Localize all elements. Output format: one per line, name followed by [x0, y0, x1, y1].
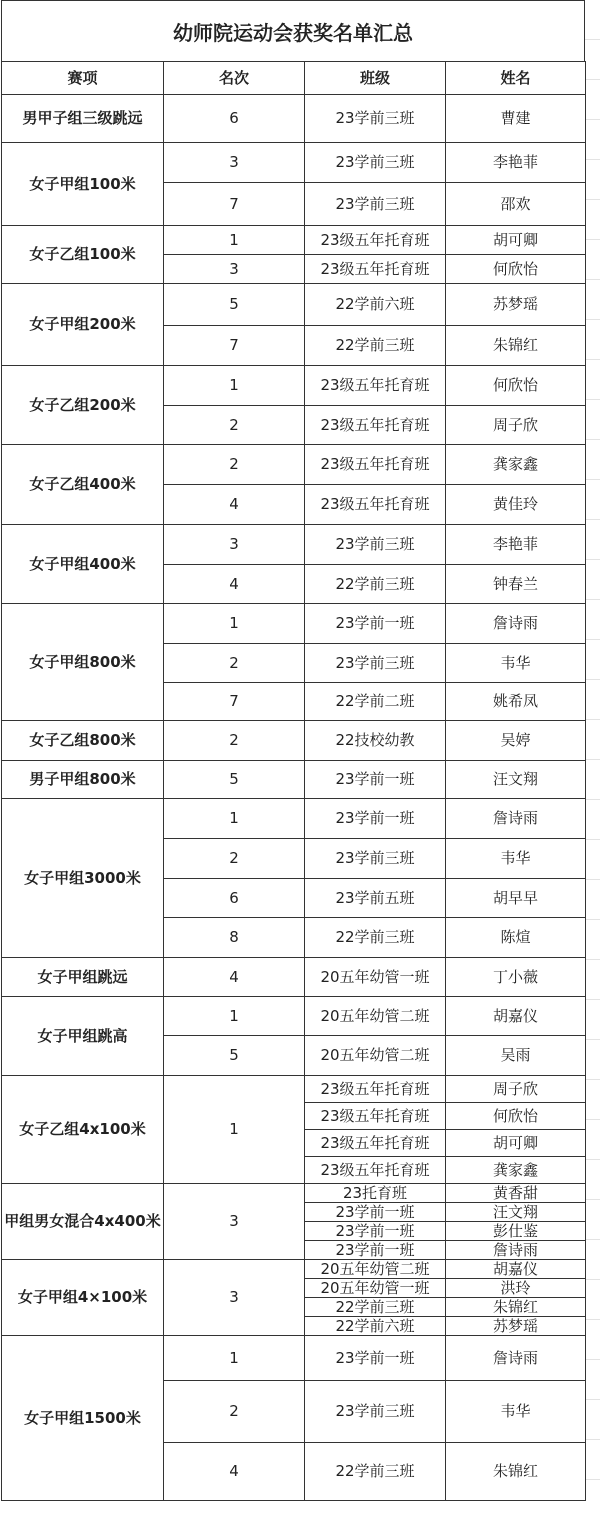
name-cell: 黄佳玲	[446, 485, 586, 525]
rank-cell: 3	[164, 525, 305, 565]
event-cell: 男子甲组800米	[2, 761, 164, 799]
event-cell: 女子甲组200米	[2, 284, 164, 366]
class-cell: 23级五年托育班	[305, 1076, 446, 1103]
class-cell: 23学前一班	[305, 1241, 446, 1260]
class-cell: 23级五年托育班	[305, 485, 446, 525]
name-cell: 李艳菲	[446, 143, 586, 183]
table-row	[2, 958, 586, 997]
name-cell: 吴婷	[446, 721, 586, 761]
name-cell: 胡早早	[446, 879, 586, 918]
header-rank: 名次	[164, 62, 305, 95]
rank-cell: 1	[164, 366, 305, 406]
sheet-title: 幼师院运动会获奖名单汇总	[1, 0, 585, 61]
name-cell: 朱锦红	[446, 326, 586, 366]
rank-cell: 7	[164, 183, 305, 226]
class-cell: 23学前三班	[305, 183, 446, 226]
name-cell: 陈煊	[446, 918, 586, 958]
event-cell: 女子乙组100米	[2, 226, 164, 284]
table-row	[2, 366, 586, 406]
table-row	[2, 95, 586, 143]
class-cell: 20五年幼管一班	[305, 958, 446, 997]
event-cell: 女子甲组跳高	[2, 997, 164, 1076]
rank-cell: 1	[164, 1336, 305, 1381]
rank-cell: 2	[164, 839, 305, 879]
event-cell: 男甲子组三级跳远	[2, 95, 164, 143]
class-cell: 23学前三班	[305, 644, 446, 683]
class-cell: 23学前一班	[305, 1336, 446, 1381]
table-row	[2, 799, 586, 839]
rank-cell: 4	[164, 565, 305, 604]
table-row	[2, 721, 586, 761]
class-cell: 23级五年托育班	[305, 226, 446, 255]
event-cell: 女子甲组4×100米	[2, 1260, 164, 1336]
event-cell: 女子乙组800米	[2, 721, 164, 761]
name-cell: 吴雨	[446, 1036, 586, 1076]
table-row	[2, 1260, 586, 1279]
name-cell: 詹诗雨	[446, 604, 586, 644]
name-cell: 龚家鑫	[446, 445, 586, 485]
class-cell: 20五年幼管二班	[305, 997, 446, 1036]
rank-cell: 2	[164, 644, 305, 683]
name-cell: 周子欣	[446, 1076, 586, 1103]
rank-cell: 5	[164, 284, 305, 326]
name-cell: 曹建	[446, 95, 586, 143]
table-row	[2, 997, 586, 1036]
name-cell: 汪文翔	[446, 1203, 586, 1222]
table-row	[2, 761, 586, 799]
name-cell: 朱锦红	[446, 1443, 586, 1501]
name-cell: 邵欢	[446, 183, 586, 226]
rank-cell: 8	[164, 918, 305, 958]
name-cell: 洪玲	[446, 1279, 586, 1298]
class-cell: 23学前三班	[305, 839, 446, 879]
rank-cell: 3	[164, 1260, 305, 1336]
class-cell: 23学前一班	[305, 1222, 446, 1241]
rank-cell: 6	[164, 879, 305, 918]
class-cell: 23级五年托育班	[305, 445, 446, 485]
name-cell: 何欣怡	[446, 1103, 586, 1130]
event-cell: 女子甲组跳远	[2, 958, 164, 997]
header-event: 赛项	[2, 62, 164, 95]
name-cell: 胡嘉仪	[446, 1260, 586, 1279]
name-cell: 胡可卿	[446, 1130, 586, 1157]
rank-cell: 6	[164, 95, 305, 143]
class-cell: 23级五年托育班	[305, 255, 446, 284]
name-cell: 李艳菲	[446, 525, 586, 565]
class-cell: 22学前二班	[305, 683, 446, 721]
table-row	[2, 284, 586, 326]
class-cell: 22学前六班	[305, 284, 446, 326]
class-cell: 23学前一班	[305, 799, 446, 839]
class-cell: 22学前六班	[305, 1317, 446, 1336]
class-cell: 23级五年托育班	[305, 406, 446, 445]
sheet-bottom	[0, 1508, 600, 1525]
class-cell: 23学前三班	[305, 1381, 446, 1443]
award-table	[1, 61, 586, 1501]
class-cell: 20五年幼管二班	[305, 1036, 446, 1076]
name-cell: 詹诗雨	[446, 799, 586, 839]
rank-cell: 4	[164, 1443, 305, 1501]
rank-cell: 5	[164, 761, 305, 799]
name-cell: 汪文翔	[446, 761, 586, 799]
rank-cell: 4	[164, 485, 305, 525]
rank-cell: 3	[164, 1184, 305, 1260]
class-cell: 23学前三班	[305, 143, 446, 183]
name-cell: 姚希凤	[446, 683, 586, 721]
name-cell: 周子欣	[446, 406, 586, 445]
name-cell: 韦华	[446, 644, 586, 683]
table-row	[2, 525, 586, 565]
name-cell: 韦华	[446, 1381, 586, 1443]
class-cell: 23学前三班	[305, 95, 446, 143]
event-cell: 女子甲组1500米	[2, 1336, 164, 1501]
rank-cell: 7	[164, 683, 305, 721]
event-cell: 女子甲组3000米	[2, 799, 164, 958]
table-row	[2, 604, 586, 644]
header-class: 班级	[305, 62, 446, 95]
rank-cell: 2	[164, 1381, 305, 1443]
rank-cell: 2	[164, 445, 305, 485]
table-row	[2, 1184, 586, 1203]
name-cell: 苏梦瑶	[446, 284, 586, 326]
event-cell: 女子甲组100米	[2, 143, 164, 226]
name-cell: 何欣怡	[446, 255, 586, 284]
rank-cell: 1	[164, 604, 305, 644]
rank-cell: 1	[164, 997, 305, 1036]
header-row	[2, 62, 586, 95]
class-cell: 23级五年托育班	[305, 366, 446, 406]
award-rows	[2, 95, 586, 1501]
class-cell: 22学前三班	[305, 1443, 446, 1501]
event-cell: 女子甲组400米	[2, 525, 164, 604]
class-cell: 23学前一班	[305, 604, 446, 644]
class-cell: 22学前三班	[305, 918, 446, 958]
name-cell: 韦华	[446, 839, 586, 879]
rank-cell: 2	[164, 721, 305, 761]
event-cell: 女子乙组200米	[2, 366, 164, 445]
event-cell: 女子乙组4x100米	[2, 1076, 164, 1184]
name-cell: 钟春兰	[446, 565, 586, 604]
name-cell: 丁小薇	[446, 958, 586, 997]
table-row	[2, 1076, 586, 1103]
table-row	[2, 143, 586, 183]
table-row	[2, 226, 586, 255]
class-cell: 22技校幼教	[305, 721, 446, 761]
name-cell: 詹诗雨	[446, 1336, 586, 1381]
class-cell: 23级五年托育班	[305, 1130, 446, 1157]
event-cell: 女子甲组800米	[2, 604, 164, 721]
class-cell: 23学前一班	[305, 761, 446, 799]
table-row	[2, 445, 586, 485]
rank-cell: 1	[164, 1076, 305, 1184]
class-cell: 22学前三班	[305, 565, 446, 604]
rank-cell: 7	[164, 326, 305, 366]
name-cell: 詹诗雨	[446, 1241, 586, 1260]
class-cell: 23级五年托育班	[305, 1103, 446, 1130]
name-cell: 苏梦瑶	[446, 1317, 586, 1336]
class-cell: 23学前三班	[305, 525, 446, 565]
rank-cell: 1	[164, 799, 305, 839]
class-cell: 20五年幼管一班	[305, 1279, 446, 1298]
name-cell: 胡嘉仪	[446, 997, 586, 1036]
class-cell: 22学前三班	[305, 1298, 446, 1317]
rank-cell: 4	[164, 958, 305, 997]
name-cell: 黄香甜	[446, 1184, 586, 1203]
class-cell: 23学前一班	[305, 1203, 446, 1222]
class-cell: 23托育班	[305, 1184, 446, 1203]
class-cell: 23级五年托育班	[305, 1157, 446, 1184]
event-cell: 女子乙组400米	[2, 445, 164, 525]
name-cell: 彭仕鉴	[446, 1222, 586, 1241]
name-cell: 胡可卿	[446, 226, 586, 255]
rank-cell: 3	[164, 143, 305, 183]
header-name: 姓名	[446, 62, 586, 95]
rank-cell: 3	[164, 255, 305, 284]
name-cell: 何欣怡	[446, 366, 586, 406]
name-cell: 朱锦红	[446, 1298, 586, 1317]
class-cell: 23学前五班	[305, 879, 446, 918]
spreadsheet-gridlines	[585, 0, 600, 1525]
class-cell: 20五年幼管二班	[305, 1260, 446, 1279]
rank-cell: 5	[164, 1036, 305, 1076]
name-cell: 龚家鑫	[446, 1157, 586, 1184]
table-row	[2, 1336, 586, 1381]
event-cell: 甲组男女混合4x400米	[2, 1184, 164, 1260]
class-cell: 22学前三班	[305, 326, 446, 366]
rank-cell: 2	[164, 406, 305, 445]
rank-cell: 1	[164, 226, 305, 255]
